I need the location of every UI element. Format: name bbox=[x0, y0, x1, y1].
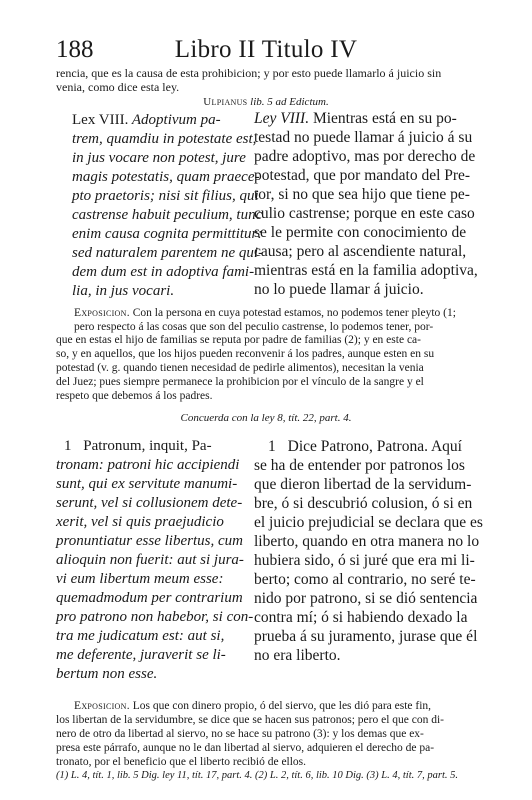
lex8-latin-label: Lex VIII. bbox=[72, 112, 129, 128]
spanish-line: no lo puede llamar á juicio. bbox=[254, 281, 424, 298]
latin-line: Patronum, inquit, Pa- bbox=[83, 438, 212, 454]
spanish-line: se ha de entender por patronos los bbox=[254, 457, 465, 474]
page-header bbox=[56, 36, 476, 66]
spanish-line: berto; como al contrario, no seré te- bbox=[254, 571, 476, 588]
para1-latin-number: 1 bbox=[64, 438, 72, 454]
latin-line: pronuntiatur esse libertus, cum bbox=[56, 533, 243, 549]
spanish-line: tor, si no que sea hijo que tiene pe- bbox=[254, 186, 470, 203]
exposicion-line: tronato, por el beneficio que el liberto recibió de ellos. bbox=[56, 756, 307, 768]
spanish-line: padre adoptivo, mas por derecho de bbox=[254, 148, 476, 165]
spanish-line: que dieron libertad de la servidum- bbox=[254, 476, 472, 493]
spanish-line: bre, ó si descubrió colusion, ó si en bbox=[254, 495, 473, 512]
exposicion-line: los libertan de la servidumbre, se dice que se hacen sus patronos; pero el que con di- bbox=[56, 714, 445, 726]
latin-line: pro patrono non habebor, si con- bbox=[56, 609, 254, 625]
footnotes-text: (1) L. 4, tít. 1, lib. 5 Dig. ley 11, tít. 17, part. 4. (2) L. 2, tít. 6, lib. 10 Dig. (3) L. 4, tít. 7, part. 5. bbox=[56, 770, 459, 781]
exposicion-line: so, y en aquellos, que los hijos pueden reconvenir á los padres, aunque esten en su bbox=[56, 348, 435, 360]
page-number: 188 bbox=[56, 36, 94, 63]
spanish-line: Dice Patrono, Patrona. Aquí bbox=[287, 438, 462, 455]
latin-line: tra me judicatum est: aut si, bbox=[56, 628, 225, 644]
footnotes bbox=[56, 770, 458, 781]
latin-line: serunt, vel si collusionem dete- bbox=[56, 495, 243, 511]
spanish-line: causa; pero al ascendiente natural, bbox=[254, 243, 467, 260]
exposicion-line: Los que con dinero propio, ó del siervo, que les dió para este fin, bbox=[132, 700, 432, 712]
latin-line: xerit, vel si quis praejudicio bbox=[56, 514, 224, 530]
spanish-line: potestad, que por mandato del Pre- bbox=[254, 167, 471, 184]
exposicion-label: Exposicion. bbox=[74, 307, 130, 319]
exposicion-line: presa este párrafo, aunque no le dan libertad al siervo, adquieren el derecho de pa- bbox=[56, 742, 435, 754]
latin-line: alioquin non fuerit: aut si jura- bbox=[56, 552, 244, 568]
citation-author: Ulpianus bbox=[203, 96, 248, 108]
spanish-line: liberto, quando en otra manera no lo bbox=[254, 533, 480, 550]
latin-line: bertum non esse. bbox=[56, 666, 158, 682]
latin-line: quemadmodum per contrarium bbox=[56, 590, 243, 606]
latin-line: dem dum est in adoptiva fami- bbox=[72, 264, 255, 280]
exposicion-line: del Juez; pues siempre permanece la prohibicion por el vínculo de la sangre y el bbox=[56, 376, 424, 388]
spanish-line: nido por patrono, si se dió sentencia bbox=[254, 590, 478, 607]
latin-line: sed naturalem parentem ne qui- bbox=[72, 245, 264, 261]
latin-line: tronam: patroni hic accipiendi bbox=[56, 457, 240, 473]
exposicion-line: que en estas el hijo de familias se reputa por padre de familias (2); y en este ca- bbox=[56, 334, 421, 346]
citation-ulpianus bbox=[0, 96, 532, 108]
latin-line: pto praetoris; nisi sit filius, qui bbox=[72, 188, 259, 204]
para1-spanish-number: 1 bbox=[268, 438, 276, 455]
running-head: Libro II Titulo IV bbox=[174, 36, 358, 63]
spanish-line: no era liberto. bbox=[254, 647, 341, 664]
exposicion-line: respeto que debemos á los padres. bbox=[56, 390, 213, 402]
latin-line: Adoptivum pa- bbox=[131, 112, 221, 128]
latin-line: trem, quamdiu in potestate est, bbox=[72, 131, 257, 147]
spanish-line: testad no puede llamar á juicio á su bbox=[254, 129, 473, 146]
citation-ref: lib. 5 ad Edictum. bbox=[250, 96, 329, 108]
spanish-line: culio castrense; porque en este caso bbox=[254, 205, 475, 222]
intro-line: rencia, que es la causa de esta prohibicion; y por esto puede llamarlo á juicio sin bbox=[56, 66, 442, 80]
spanish-line: hubiera sido, ó si juré que era mi li- bbox=[254, 552, 475, 569]
intro-line: venia, como dice esta ley. bbox=[56, 80, 180, 94]
exposicion-line: Con la persona en cuya potestad estamos, no podemos tener pleyto (1; pero respecto á las cosas que son del peculio castrense, lo podemos tener, por- bbox=[74, 307, 456, 333]
spanish-line: contra mí; ó si habiendo dexado la bbox=[254, 609, 468, 626]
exposicion-line: nero de otro da libertad al siervo, no se hace su patrono (3): y los demas que ex- bbox=[56, 728, 424, 740]
latin-line: in jus vocare non potest, jure bbox=[72, 150, 246, 166]
latin-line: magis potestatis, quam praece- bbox=[72, 169, 260, 185]
latin-line: me deferente, juraverit se li- bbox=[56, 647, 226, 663]
concordance-note: Concuerda con la ley 8, tít. 22, part. 4. bbox=[180, 412, 352, 424]
spanish-line: prueba á su juramento, jurase que él bbox=[254, 628, 478, 645]
exposicion-label: Exposicion. bbox=[74, 700, 130, 712]
spanish-line: Mientras está en su po- bbox=[312, 110, 457, 127]
spanish-line: mientras está en la familia adoptiva, bbox=[254, 262, 478, 279]
exposicion-line: potestad (v. g. quando tienen necesidad de pedirle alimentos), necesitan la venia bbox=[56, 362, 424, 374]
latin-line: lia, in jus vocari. bbox=[72, 283, 175, 299]
latin-line: vi eum libertum meum esse: bbox=[56, 571, 224, 587]
latin-line: sunt, qui ex servitute manumi- bbox=[56, 476, 238, 492]
latin-line: enim causa cognita permittitur: bbox=[72, 226, 263, 242]
spanish-line: el juicio prejudicial se declara que es bbox=[254, 514, 483, 531]
spanish-line: se le permite con conocimiento de bbox=[254, 224, 467, 241]
latin-line: castrense habuit peculium, tunc bbox=[72, 207, 263, 223]
lex8-spanish-label: Ley VIII. bbox=[254, 110, 310, 127]
